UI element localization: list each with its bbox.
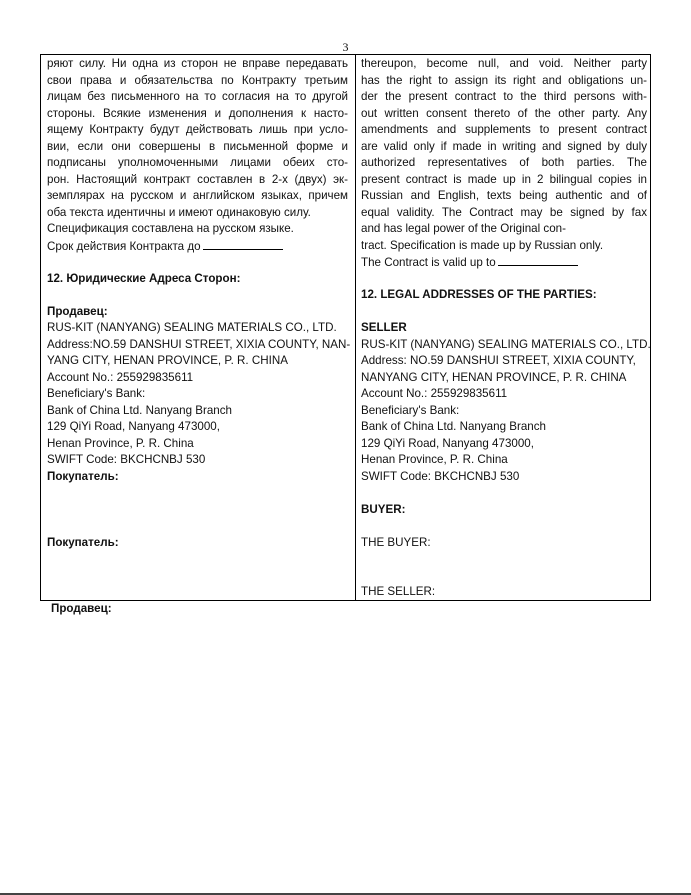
english-paragraph-line: has the right to assign its right and obligations un- [361, 73, 647, 87]
russian-validity-line [47, 238, 348, 255]
english-seller-line: 129 QiYi Road, Nanyang 473000, [361, 436, 534, 450]
russian-seller-signature-label: Продавец: [51, 601, 112, 615]
russian-paragraph-line: подписаны уполномоченными лицами обеих сто- [47, 156, 348, 169]
russian-seller-line: 129 QiYi Road, Nanyang 473000, [47, 420, 220, 433]
russian-paragraph-line: стороны. Всякие изменения и дополнения к насто- [47, 106, 348, 120]
russian-paragraph-line: земплярах на русском и английском языках, причем [47, 189, 348, 202]
english-validity-label: The Contract is valid up to [361, 256, 496, 269]
english-seller-line: RUS-KIT (NANYANG) SEALING MATERIALS CO., LTD. [361, 337, 651, 351]
russian-seller-line: Address:NO.59 DANSHUI STREET, XIXIA COUNTY, NAN- [47, 337, 351, 351]
english-seller-line: Henan Province, P. R. China [361, 453, 508, 466]
russian-seller-heading: Продавец: [47, 304, 108, 318]
russian-seller-line: Account No.: 255929835611 [47, 370, 194, 384]
russian-validity-label: Срок действия Контракта до [47, 239, 201, 253]
english-paragraph-line: equal validity. The Contract may be signed by fax [361, 205, 647, 219]
russian-seller-line: YANG CITY, HENAN PROVINCE, P. R. CHINA [47, 354, 288, 367]
english-seller-line: Bank of China Ltd. Nanyang Branch [361, 420, 546, 433]
english-column [361, 56, 651, 601]
column-divider [355, 55, 356, 600]
contract-table [40, 54, 651, 615]
english-paragraph-line: tract. Specification is made up by Russian only. [361, 238, 604, 252]
english-paragraph-line: der the present contract to the third persons with- [361, 90, 647, 103]
english-validity-date-blank [498, 254, 578, 266]
english-validity-line [361, 254, 647, 271]
english-paragraph-line: Russian and English, texts being authentic and of [361, 189, 647, 202]
russian-paragraph-line: ящему Контракту будут действовать лишь при усло- [47, 123, 348, 136]
english-paragraph-line: thereupon, become null, and void. Neither party [361, 57, 647, 70]
english-section-title: 12. LEGAL ADDRESSES OF THE PARTIES: [361, 288, 597, 301]
english-paragraph-line: are valid only if made in writing and signed by duly [361, 139, 647, 153]
english-buyer-signature-label: THE BUYER: [361, 535, 431, 549]
russian-seller-line: SWIFT Code: BKCHCNBJ 530 [47, 453, 206, 466]
russian-paragraph-line: рон. Настоящий контракт составлен в 2-х (двух) эк- [47, 172, 348, 186]
english-seller-signature-label: THE SELLER: [361, 585, 436, 598]
russian-seller-line: RUS-KIT (NANYANG) SEALING MATERIALS CO., LTD. [47, 321, 337, 334]
english-buyer-heading: BUYER: [361, 502, 406, 516]
english-seller-line: Address: NO.59 DANSHUI STREET, XIXIA COUNTY, [361, 354, 636, 367]
russian-paragraph-line: Спецификация составлена на русском языке. [47, 222, 294, 235]
russian-paragraph-line: оба текста идентичны и имеют одинаковую силу. [47, 205, 311, 219]
english-paragraph-line: authorized representatives of both parties. The [361, 156, 647, 169]
russian-paragraph-line: ряют силу. Ни одна из сторон не вправе передавать [47, 57, 348, 70]
russian-seller-line: Henan Province, P. R. China [47, 436, 194, 450]
russian-seller-line: Bank of China Ltd. Nanyang Branch [47, 403, 232, 417]
english-paragraph-line: out written consent thereto of the other party. Any [361, 106, 647, 120]
russian-validity-date-blank [203, 238, 283, 250]
english-paragraph-line: and has legal power of the Original con- [361, 222, 566, 235]
russian-buyer-signature-label: Покупатель: [47, 535, 119, 549]
english-seller-line: Beneficiary's Bank: [361, 403, 460, 417]
english-paragraph-line: present contract is made up in 2 bilingual copies in [361, 172, 647, 186]
english-seller-heading: SELLER [361, 321, 407, 334]
page-number: 3 [342, 40, 349, 54]
russian-buyer-heading: Покупатель: [47, 469, 119, 483]
english-seller-line: NANYANG CITY, HENAN PROVINCE, P. R. CHINA [361, 370, 627, 384]
english-paragraph-line: amendments and supplements to present contract [361, 123, 647, 136]
russian-seller-line: Beneficiary's Bank: [47, 387, 146, 400]
english-seller-line: SWIFT Code: BKCHCNBJ 530 [361, 469, 520, 483]
russian-column [47, 56, 351, 617]
russian-paragraph-line: лицам без письменного на то согласия на то другой [47, 90, 348, 103]
russian-section-title: 12. Юридические Адреса Сторон: [47, 271, 241, 285]
russian-paragraph-line: свои права и обязательства по Контракту третьим [47, 73, 348, 87]
russian-paragraph-line: вии, если они совершены в письменной форме и [47, 139, 348, 153]
english-seller-line: Account No.: 255929835611 [361, 387, 508, 400]
